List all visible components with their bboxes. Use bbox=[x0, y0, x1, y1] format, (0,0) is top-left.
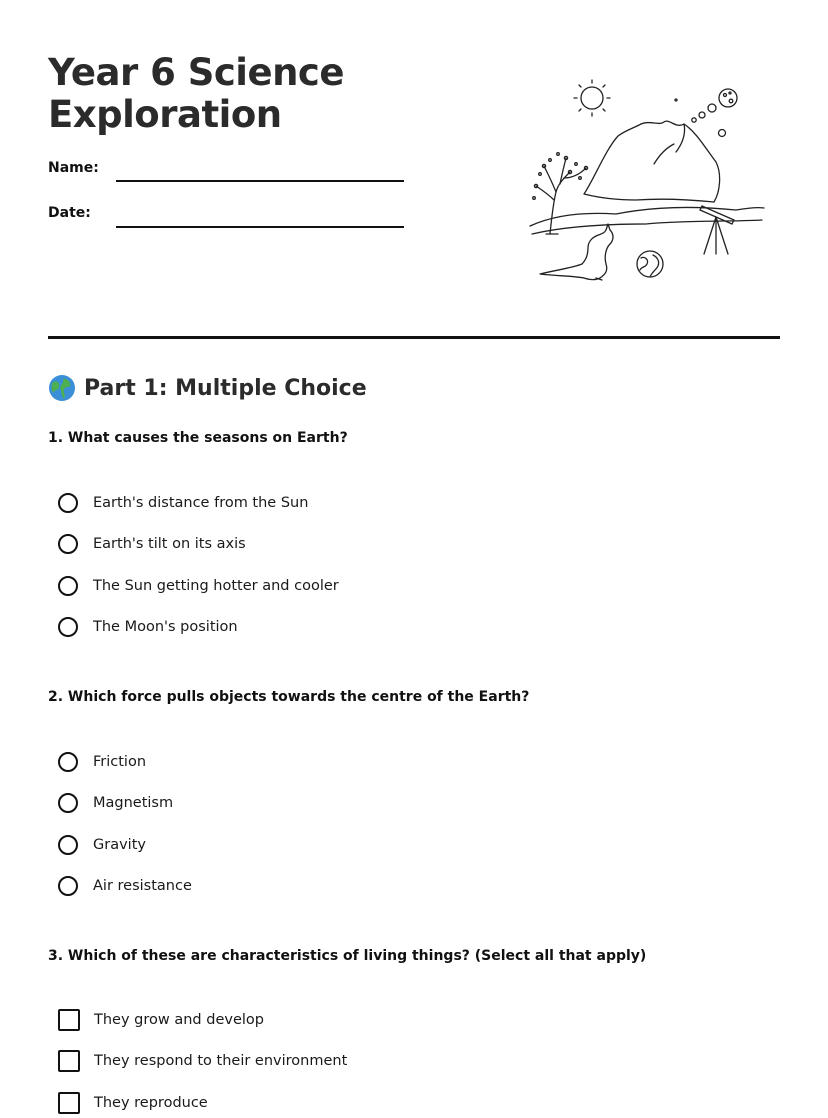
mountain-icon bbox=[584, 121, 720, 202]
radio-button[interactable] bbox=[58, 617, 78, 637]
kangaroo-icon bbox=[540, 224, 613, 280]
name-label: Name: bbox=[48, 160, 99, 176]
section-heading-part1 bbox=[48, 374, 367, 402]
q2-option-3[interactable] bbox=[58, 833, 146, 857]
question-2: 2. Which force pulls objects towards the centre of the Earth? bbox=[48, 689, 530, 705]
checkbox[interactable] bbox=[58, 1050, 80, 1072]
radio-button[interactable] bbox=[58, 793, 78, 813]
radio-button[interactable] bbox=[58, 534, 78, 554]
sun-icon bbox=[574, 80, 610, 116]
checkbox[interactable] bbox=[58, 1009, 80, 1031]
option-label: Earth's tilt on its axis bbox=[93, 536, 246, 552]
option-label: Friction bbox=[93, 754, 147, 770]
radio-button[interactable] bbox=[58, 493, 78, 513]
option-label: Gravity bbox=[93, 837, 146, 853]
telescope-icon bbox=[700, 206, 734, 254]
radio-button[interactable] bbox=[58, 576, 78, 596]
option-label: The Moon's position bbox=[93, 619, 238, 635]
option-label: They grow and develop bbox=[94, 1012, 264, 1028]
title-line-2: Exploration bbox=[48, 93, 282, 136]
radio-button[interactable] bbox=[58, 752, 78, 772]
date-field[interactable] bbox=[116, 226, 404, 228]
q3-option-1[interactable] bbox=[58, 1008, 264, 1032]
q3-option-3[interactable] bbox=[58, 1091, 208, 1115]
q1-option-2[interactable] bbox=[58, 532, 246, 556]
name-field[interactable] bbox=[116, 180, 404, 182]
option-label: They respond to their environment bbox=[94, 1053, 348, 1069]
globe-icon bbox=[48, 374, 76, 402]
q3-option-2[interactable] bbox=[58, 1049, 347, 1073]
option-label: Magnetism bbox=[93, 795, 174, 811]
option-label: The Sun getting hotter and cooler bbox=[93, 578, 339, 594]
question-1: 1. What causes the seasons on Earth? bbox=[48, 430, 348, 446]
worksheet-title bbox=[48, 52, 344, 136]
option-label: Air resistance bbox=[93, 878, 192, 894]
date-label: Date: bbox=[48, 205, 91, 221]
radio-button[interactable] bbox=[58, 835, 78, 855]
q1-option-4[interactable] bbox=[58, 615, 238, 639]
earth-icon bbox=[637, 251, 663, 277]
option-label: They reproduce bbox=[94, 1095, 208, 1111]
title-line-1: Year 6 Science bbox=[48, 51, 344, 94]
question-3: 3. Which of these are characteristics of living things? (Select all that apply) bbox=[48, 948, 647, 964]
option-label: Earth's distance from the Sun bbox=[93, 495, 309, 511]
radio-button[interactable] bbox=[58, 876, 78, 896]
q1-option-3[interactable] bbox=[58, 574, 339, 598]
section-heading-text: Part 1: Multiple Choice bbox=[84, 375, 367, 401]
q2-option-4[interactable] bbox=[58, 874, 192, 898]
science-illustration bbox=[526, 74, 766, 288]
section-divider bbox=[48, 336, 780, 339]
q1-option-1[interactable] bbox=[58, 491, 308, 515]
checkbox[interactable] bbox=[58, 1092, 80, 1114]
q2-option-1[interactable] bbox=[58, 750, 146, 774]
q2-option-2[interactable] bbox=[58, 791, 173, 815]
